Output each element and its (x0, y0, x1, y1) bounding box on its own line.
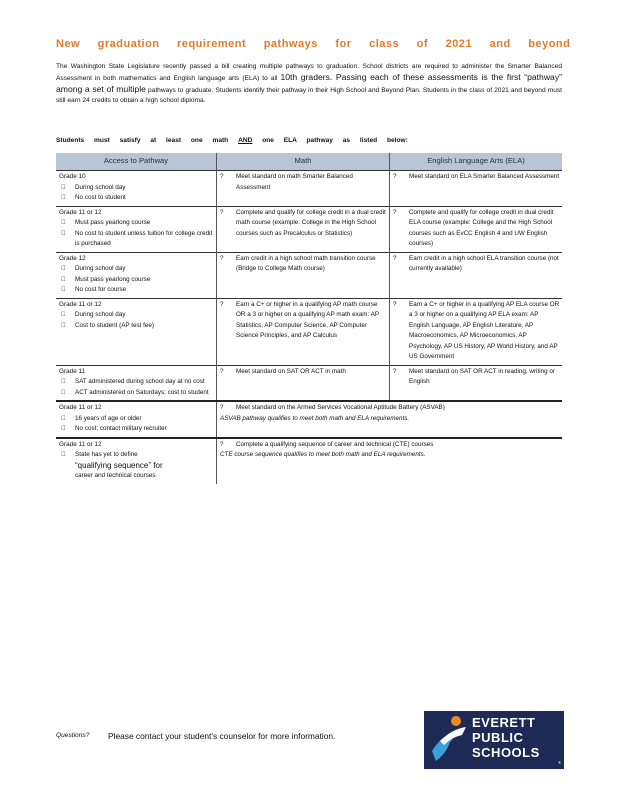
ela-cell (390, 252, 563, 298)
header-math: Math (217, 153, 390, 171)
math-text: Meet standard on math Smarter Balanced Assessment (236, 173, 353, 191)
bullet-text: ACT administered on Saturdays; cost to student (75, 388, 209, 396)
bullet-text: State has yet to define (75, 451, 138, 458)
math-text: Earn a C+ or higher in a qualifying AP math course OR a 3 or higher on a qualifying AP math exam: AP Statistics, AP Computer Science, AP Computer Science Principles, and AP Calculus (236, 300, 379, 339)
bullet-icon (59, 310, 75, 321)
list-item (59, 229, 214, 250)
list-item (220, 208, 387, 240)
bullet-icon (59, 218, 75, 229)
asvab-text: Meet standard on the Armed Services Vocational Aptitude Battery (ASVAB) (236, 404, 445, 411)
list-item (59, 310, 214, 321)
ela-cell (390, 171, 563, 207)
list-item (220, 172, 387, 193)
access-cell (56, 298, 217, 365)
table-row-cte (56, 438, 562, 484)
bullet-text: No cost to student unless tuition for college credit is purchased (75, 229, 213, 247)
grade-label: Grade 10 (59, 173, 86, 180)
bullet-icon (59, 183, 75, 194)
math-text: Meet standard on SAT OR ACT in math (236, 367, 346, 375)
table-row (56, 206, 562, 252)
check-icon: ? (220, 173, 224, 180)
check-icon: ? (393, 208, 397, 216)
req-before: Students must satisfy at least one math (56, 137, 229, 144)
math-cell (217, 206, 390, 252)
bullet-text: During school day (75, 183, 126, 191)
math-text: Complete and qualify for college credit in a dual credit math course (example: College in the High School courses such as Precalculus or Statistics) (236, 208, 386, 237)
table-row (56, 252, 562, 298)
list-item (220, 367, 387, 378)
math-cell (217, 298, 390, 365)
asvab-note: ASVAB pathway qualifies to meet both math and ELA requirements. (220, 414, 410, 422)
bullet-text: No cost for course (75, 286, 127, 293)
list-item (59, 275, 214, 286)
logo-text (472, 715, 540, 760)
header-ela: English Language Arts (ELA) (390, 153, 563, 171)
check-icon: ? (220, 440, 224, 448)
ela-text: Meet standard on ELA Smarter Balanced Assessment (409, 173, 560, 180)
math-cell (217, 171, 390, 207)
ela-text: Earn a C+ or higher in a qualifying AP ELA course OR a 3 or higher on a qualifying AP ELA exam: AP English Language, AP English Literature, AP Macroeconomics, AP Microeconomics, AP Psychology, AP US History, AP World History, and AP US Government (409, 300, 560, 360)
grade-label: Grade 11 or 12 (59, 440, 102, 448)
access-cell (56, 438, 217, 484)
list-item (220, 300, 387, 342)
logo-line: SCHOOLS (472, 745, 540, 760)
bullet-icon (59, 193, 75, 204)
list-item (59, 183, 214, 194)
check-icon: ? (393, 254, 397, 262)
req-after: one ELA pathway as listed below: (262, 137, 408, 144)
list-item (220, 440, 560, 451)
bullet-text: career and technical courses (75, 472, 156, 479)
check-icon: ? (393, 367, 397, 375)
runner-icon (426, 711, 470, 769)
bullet-text: Must pass yearlong course (75, 275, 151, 283)
contact-text: Please contact your student's counselor for more information. (108, 731, 336, 741)
list-item (220, 403, 560, 414)
bullet-icon (59, 264, 75, 275)
list-item (220, 254, 387, 275)
bullet-icon (59, 321, 75, 332)
check-icon: ? (220, 404, 224, 411)
grade-label: Grade 11 or 12 (59, 208, 102, 216)
req-and: AND (238, 137, 253, 144)
cte-cell (217, 438, 563, 484)
logo-line: EVERETT (472, 715, 536, 730)
page-title: New graduation requirement pathways for class of 2021 and beyond (56, 38, 571, 50)
bullet-text: During school day (75, 265, 126, 272)
cte-note: CTE course sequence qualifies to meet both math and ELA requirements. (220, 451, 426, 458)
bullet-icon (59, 388, 75, 399)
ela-text: Earn credit in a high school ELA transition course (not currently available) (409, 254, 559, 272)
list-item (59, 377, 214, 388)
math-cell (217, 252, 390, 298)
requirement-line (56, 137, 562, 144)
asvab-cell (217, 401, 563, 438)
list-item (59, 450, 214, 461)
table-row (56, 171, 562, 207)
bullet-icon (59, 377, 75, 388)
bullet-icon (59, 414, 75, 425)
list-item (59, 321, 214, 332)
everett-logo (424, 711, 564, 769)
ela-cell (390, 206, 563, 252)
ela-text: Meet standard on SAT OR ACT in reading, writing or English (409, 367, 555, 385)
check-icon: ? (393, 300, 397, 308)
check-icon: ? (220, 300, 224, 308)
grade-label: Grade 11 (59, 367, 86, 375)
pathway-table (56, 153, 562, 484)
ela-cell (390, 365, 563, 401)
bullet-text: 16 years of age or older (75, 414, 142, 422)
intro-text-1: The Washington State Legislature recently passed a bill creating multiple pathways to graduation. School districts are required to administer the Smarter Balanced Assessment in both mathematics and English language arts (ELA) to all (56, 63, 562, 82)
check-icon: ? (220, 367, 224, 375)
check-icon: ? (220, 254, 224, 262)
list-item (59, 414, 214, 425)
registered-mark: ® (558, 760, 561, 765)
intro-paragraph (56, 62, 562, 106)
access-cell (56, 252, 217, 298)
list-item (59, 388, 214, 399)
bullet-icon (59, 450, 75, 461)
bullet-icon (59, 229, 75, 250)
ela-text: Complete and qualify for college credit in dual credit ELA course (example: College and the High School courses such as EvCC English 4 and UW English courses) (409, 208, 554, 247)
access-cell (56, 401, 217, 438)
table-header (56, 153, 562, 171)
bullet-text: No cost to student (75, 194, 126, 201)
logo-line: PUBLIC (472, 730, 524, 745)
list-item (59, 264, 214, 275)
bullet-text: No cost; contact military recruiter (75, 425, 167, 432)
bullet-icon (59, 285, 75, 296)
bullet-text: During school day (75, 311, 126, 318)
list-item (59, 218, 214, 229)
math-text: Earn credit in a high school math transition course (Bridge to College Math course) (236, 254, 376, 272)
intro-text-2: 10th graders. Passing each of these assessments is the first “pathway” among a set of multiple (56, 72, 562, 94)
intro-text-3: pathways to graduate. Students identify their pathway in their High School and Beyond Plan. Students in the class of 2021 and beyond must still earn 24 credits to obtain a high school diploma. (56, 87, 562, 104)
grade-label: Grade 11 or 12 (59, 404, 102, 411)
list-item (59, 193, 214, 204)
bullet-text: Cost to student (AP test fee) (75, 321, 154, 329)
list-item (393, 367, 560, 388)
check-icon: ? (393, 173, 397, 180)
list-item (393, 254, 560, 275)
math-cell (217, 365, 390, 401)
bullet-text: Must pass yearlong course (75, 219, 151, 226)
bullet-icon (59, 424, 75, 435)
list-item (393, 172, 560, 183)
check-icon: ? (220, 208, 224, 216)
access-cell (56, 206, 217, 252)
list-item (59, 424, 214, 435)
table-row (56, 298, 562, 365)
qualifying-text: “qualifying sequence” for (75, 460, 163, 470)
questions-label: Questions? (56, 732, 90, 739)
cte-text: Complete a qualifying sequence of career and technical (CTE) courses (236, 440, 434, 448)
access-cell (56, 171, 217, 207)
grade-label: Grade 12 (59, 254, 86, 262)
table-row (56, 365, 562, 401)
bullet-icon (59, 275, 75, 286)
access-cell (56, 365, 217, 401)
bullet-text: SAT administered during school day at no cost (75, 378, 205, 385)
table-row-asvab (56, 401, 562, 438)
ela-cell (390, 298, 563, 365)
grade-label: Grade 11 or 12 (59, 300, 102, 308)
list-item (59, 285, 214, 296)
header-access: Access to Pathway (56, 153, 217, 171)
list-item (393, 208, 560, 250)
list-item (393, 300, 560, 363)
